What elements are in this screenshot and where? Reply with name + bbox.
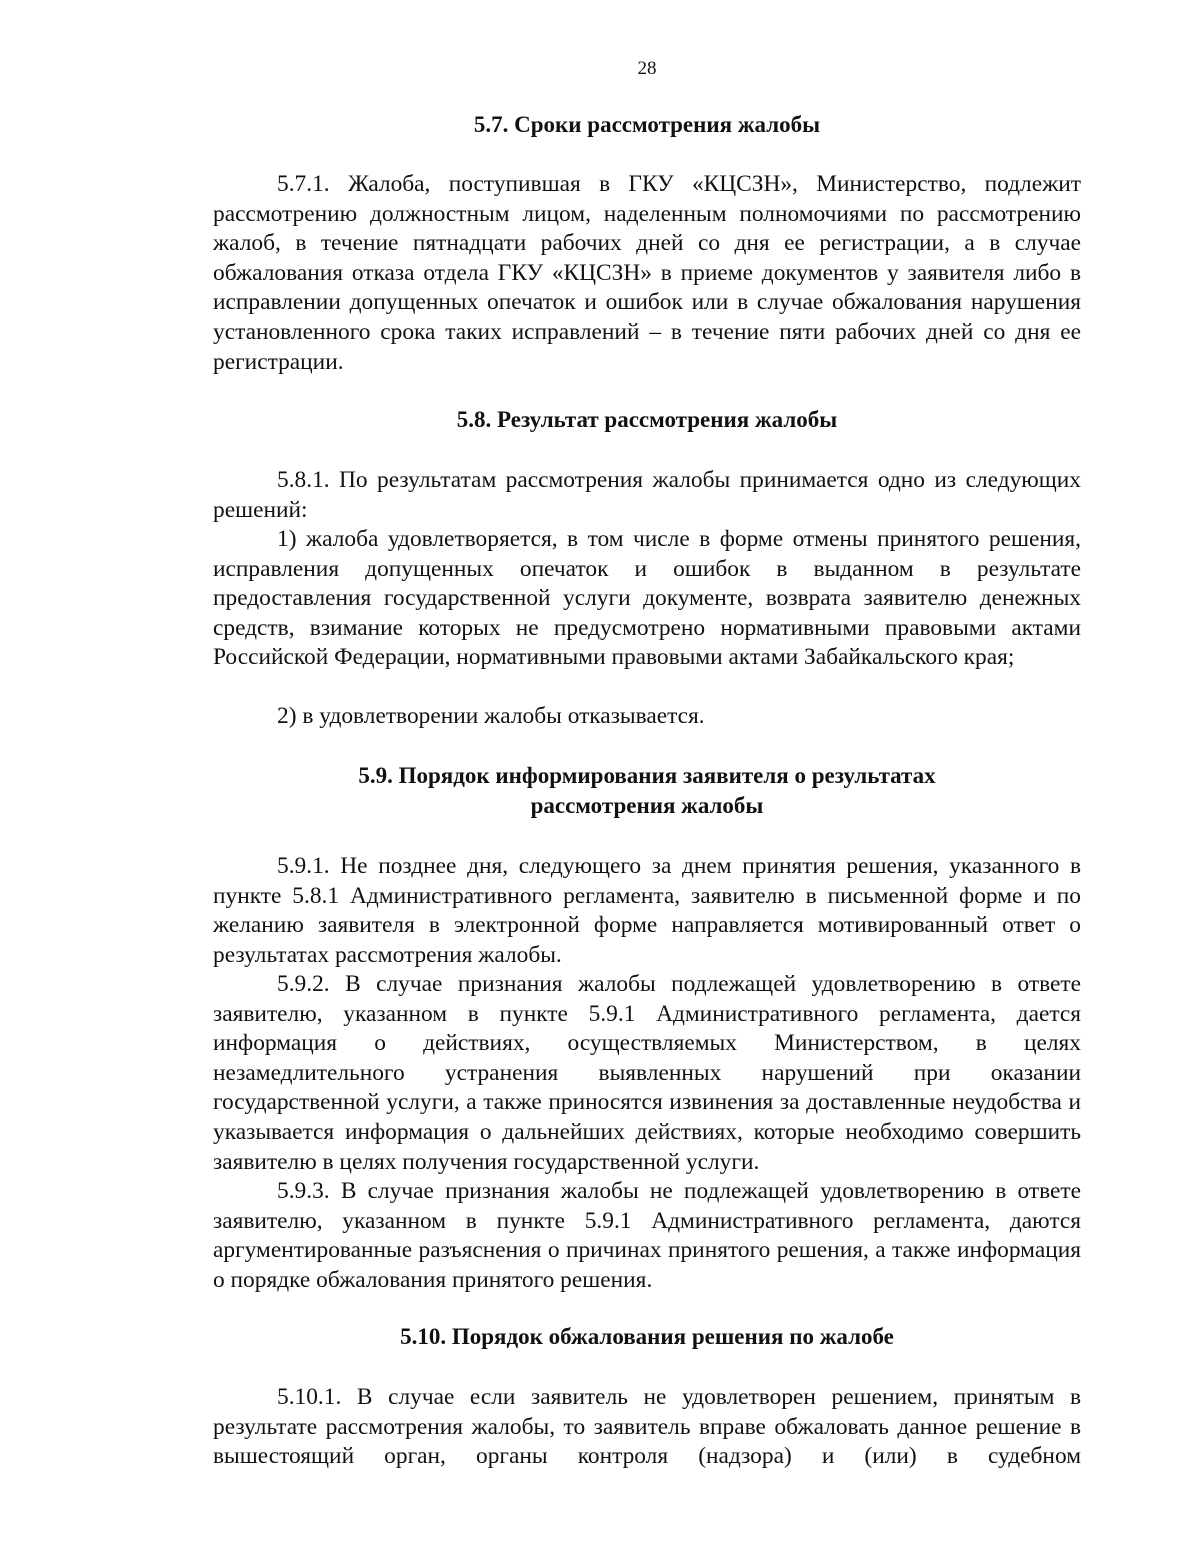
paragraph-5-8-1: 5.8.1. По результатам рассмотрения жалобы принимается одно из следующих решений: — [213, 467, 1081, 523]
paragraph-5-9-2: 5.9.2. В случае признания жалобы подлежащей удовлетворению в ответе заявителю, указанном в пункте 5.9.1 Административного регламента, дается информация о действиях, осуществляемых Министерством, в целях незамедлительного устранения выявленных нарушений при оказании государственной услуги, а также приносятся извинения за доставленные неудобства и указывается информация о дальнейших действиях, которые необходимо совершить заявителю в целях получения государственной услуги. — [213, 971, 1081, 1175]
page-number: 28 — [637, 58, 657, 79]
section-heading-5-9-line-1: 5.9. Порядок информирования заявителя о результатах — [358, 763, 936, 788]
paragraph-5-9-3: 5.9.3. В случае признания жалобы не подлежащей удовлетворению в ответе заявителю, указанном в пункте 5.9.1 Административного регламента, даются аргументированные разъяснения о причинах принятого решения, а также информация о порядке обжалования принятого решения. — [213, 1178, 1081, 1293]
paragraph-5-7-1: 5.7.1. Жалоба, поступившая в ГКУ «КЦСЗН», Министерство, подлежит рассмотрению должностным лицом, наделенным полномочиями по рассмотрению жалоб, в течение пятнадцати рабочих дней со дня ее регистрации, а в случае обжалования отказа отдела ГКУ «КЦСЗН» в приеме документов у заявителя либо в исправлении допущенных опечаток и ошибок или в случае обжалования нарушения установленного срока таких исправлений – в течение пяти рабочих дней со дня ее регистрации. — [213, 171, 1081, 375]
paragraph-5-8-1-item-2: 2) в удовлетворении жалобы отказывается. — [277, 703, 705, 729]
paragraph-5-8-1-item-1: 1) жалоба удовлетворяется, в том числе в форме отмены принятого решения, исправления допущенных опечаток и ошибок в выданном в результате предоставления государственной услуги документе, возврата заявителю денежных средств, взимание которых не предусмотрено нормативными правовыми актами Российской Федерации, нормативными правовыми актами Забайкальского края; — [213, 526, 1081, 671]
section-heading-5-7: 5.7. Сроки рассмотрения жалобы — [473, 112, 821, 137]
paragraph-5-10-1: 5.10.1. В случае если заявитель не удовлетворен решением, принятым в результате рассмотрения жалобы, то заявитель вправе обжаловать данное решение в вышестоящий орган, органы контроля (надзора) и (или) в судебном — [213, 1384, 1081, 1470]
section-heading-5-9-line-2: рассмотрения жалобы — [530, 793, 764, 818]
section-heading-5-10: 5.10. Порядок обжалования решения по жалобе — [400, 1324, 894, 1349]
paragraph-5-9-1: 5.9.1. Не позднее дня, следующего за днем принятия решения, указанного в пункте 5.8.1 Административного регламента, заявителю в письменной форме и по желанию заявителя в электронной форме направляется мотивированный ответ о результатах рассмотрения жалобы. — [213, 853, 1081, 968]
section-heading-5-8: 5.8. Результат рассмотрения жалобы — [456, 407, 838, 432]
